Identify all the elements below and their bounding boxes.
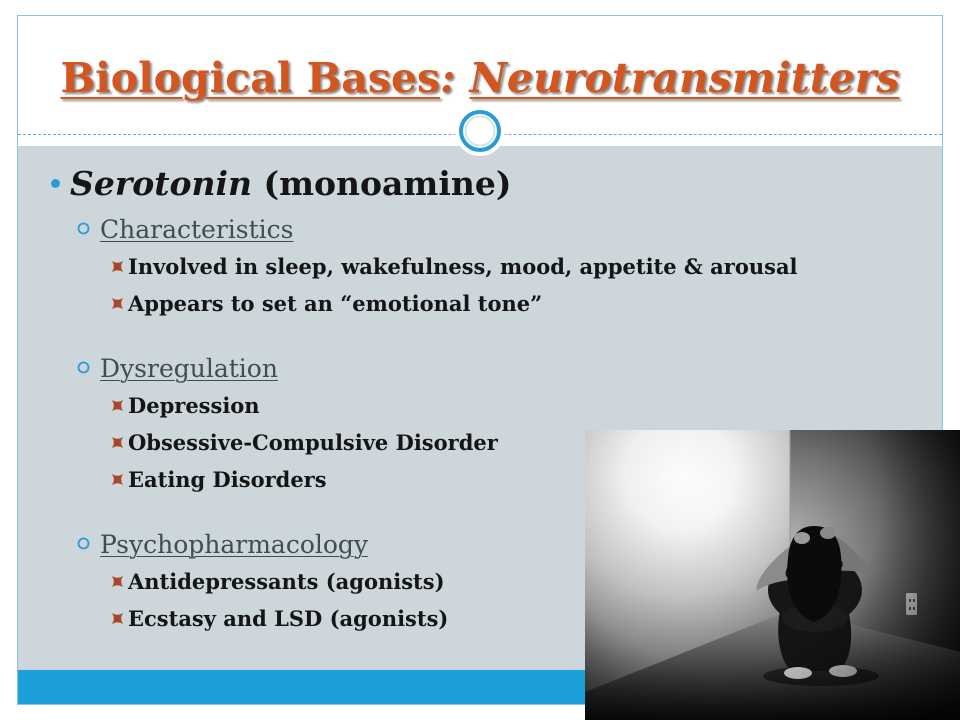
ring-icon: [454, 105, 506, 157]
list-item-text: Ecstasy and LSD (agonists): [128, 606, 449, 631]
section-heading-text: Characteristics: [100, 215, 294, 244]
list-item-text: Obsessive-Compulsive Disorder: [128, 430, 498, 455]
title-separator: :: [440, 54, 456, 102]
cross-bullet-icon: [112, 576, 123, 587]
circle-bullet-icon: [77, 222, 90, 235]
cross-bullet-icon: [112, 437, 123, 448]
main-bullet-term: Serotonin: [70, 164, 252, 203]
list-item-text: Depression: [128, 393, 260, 418]
cross-bullet-icon: [112, 261, 123, 272]
circle-bullet-icon: [77, 537, 90, 550]
section-characteristics: [0, 211, 942, 322]
main-bullet: [0, 164, 942, 204]
title-topic: Biological Bases: [60, 54, 441, 102]
section-heading-text: Dysregulation: [100, 354, 278, 383]
list-item: [0, 387, 942, 424]
list-item-text: Appears to set an “emotional tone”: [128, 291, 543, 316]
cross-bullet-icon: [112, 298, 123, 309]
list-item-text: Eating Disorders: [128, 467, 327, 492]
list-item-text: Involved in sleep, wakefulness, mood, appetite & arousal: [128, 254, 798, 279]
cross-bullet-icon: [112, 474, 123, 485]
list-item-text: Antidepressants (agonists): [128, 569, 445, 594]
section-heading: [0, 211, 942, 248]
cross-bullet-icon: [112, 613, 123, 624]
circle-bullet-icon: [77, 361, 90, 374]
disc-bullet-icon: [51, 179, 60, 188]
list-item: [0, 248, 942, 285]
title-subtopic: Neurotransmitters: [469, 54, 900, 102]
list-item: [0, 285, 942, 322]
section-heading: [0, 350, 942, 387]
section-heading-text: Psychopharmacology: [100, 530, 369, 559]
cross-bullet-icon: [112, 400, 123, 411]
main-bullet-qualifier: (monoamine): [263, 164, 512, 203]
person-in-corner-photo: [585, 430, 960, 720]
page-title: [18, 54, 942, 102]
